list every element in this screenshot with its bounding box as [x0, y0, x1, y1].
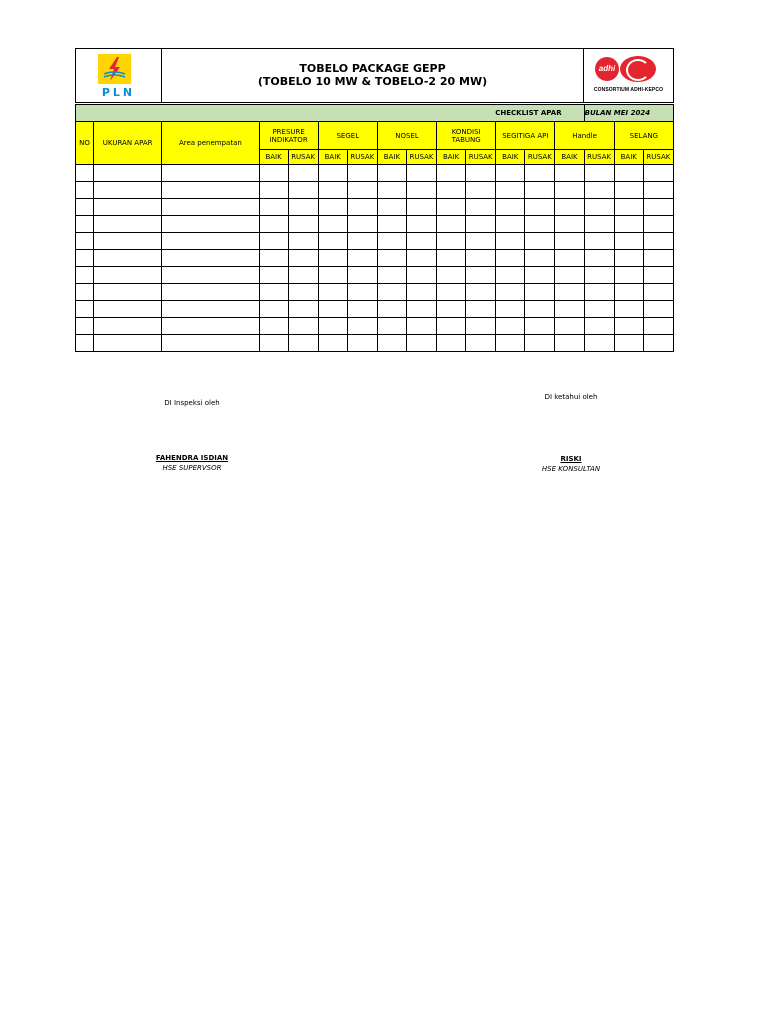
table-cell[interactable] — [555, 335, 584, 352]
table-cell[interactable] — [437, 216, 466, 233]
table-cell[interactable] — [643, 318, 673, 335]
table-cell[interactable] — [437, 284, 466, 301]
table-cell[interactable] — [94, 182, 162, 199]
table-cell[interactable] — [406, 182, 436, 199]
table-cell[interactable] — [525, 250, 555, 267]
signature-right — [519, 393, 623, 473]
table-cell[interactable] — [259, 182, 288, 199]
table-cell[interactable] — [466, 216, 496, 233]
table-cell[interactable] — [555, 199, 584, 216]
table-cell[interactable] — [525, 267, 555, 284]
table-row — [76, 318, 674, 335]
table-cell[interactable] — [94, 301, 162, 318]
table-cell[interactable] — [466, 199, 496, 216]
table-cell[interactable] — [555, 284, 584, 301]
table-cell[interactable] — [643, 199, 673, 216]
table-cell[interactable] — [525, 301, 555, 318]
signature-left-role: HSE SUPERVSOR — [162, 464, 222, 472]
table-cell[interactable] — [318, 250, 347, 267]
table-cell[interactable] — [94, 250, 162, 267]
table-cell[interactable] — [437, 335, 466, 352]
table-cell[interactable] — [406, 199, 436, 216]
table-cell[interactable] — [406, 284, 436, 301]
table-cell[interactable] — [555, 216, 584, 233]
table-cell[interactable] — [437, 165, 466, 182]
table-cell[interactable] — [377, 318, 406, 335]
adhi-logo-icon: adhi — [595, 57, 619, 81]
col-group-selang: SELANG — [614, 122, 673, 150]
table-cell[interactable] — [377, 267, 406, 284]
table-cell[interactable] — [259, 284, 288, 301]
table-cell[interactable] — [76, 182, 94, 199]
table-cell[interactable] — [377, 301, 406, 318]
table-row — [76, 250, 674, 267]
col-group-segitiga: SEGITIGA API — [496, 122, 555, 150]
col-group-kondisi: KONDISI TABUNG — [437, 122, 496, 150]
table-cell[interactable] — [347, 233, 377, 250]
col-rusak: RUSAK — [525, 150, 555, 165]
table-cell[interactable] — [643, 250, 673, 267]
table-cell[interactable] — [377, 335, 406, 352]
table-cell[interactable] — [318, 199, 347, 216]
table-cell[interactable] — [377, 233, 406, 250]
table-cell[interactable] — [643, 216, 673, 233]
table-cell[interactable] — [555, 267, 584, 284]
table-cell[interactable] — [437, 233, 466, 250]
table-cell[interactable] — [555, 318, 584, 335]
table-cell[interactable] — [584, 199, 614, 216]
table-cell[interactable] — [377, 284, 406, 301]
table-cell[interactable] — [76, 267, 94, 284]
table-cell[interactable] — [406, 301, 436, 318]
col-group-segel: SEGEL — [318, 122, 377, 150]
table-cell[interactable] — [94, 318, 162, 335]
table-cell[interactable] — [525, 318, 555, 335]
table-row — [76, 233, 674, 250]
table-cell[interactable] — [259, 216, 288, 233]
table-cell[interactable] — [584, 284, 614, 301]
table-cell[interactable] — [162, 284, 259, 301]
table-cell[interactable] — [614, 233, 643, 250]
table-cell[interactable] — [614, 199, 643, 216]
table-cell[interactable] — [347, 216, 377, 233]
table-cell[interactable] — [406, 216, 436, 233]
table-cell[interactable] — [288, 233, 318, 250]
table-cell[interactable] — [466, 335, 496, 352]
table-cell[interactable] — [259, 335, 288, 352]
table-cell[interactable] — [162, 267, 259, 284]
table-cell[interactable] — [318, 301, 347, 318]
col-rusak: RUSAK — [406, 150, 436, 165]
table-cell[interactable] — [466, 250, 496, 267]
table-cell[interactable] — [466, 165, 496, 182]
table-cell[interactable] — [259, 267, 288, 284]
table-cell[interactable] — [614, 267, 643, 284]
checklist-title: CHECKLIST APAR — [76, 105, 585, 122]
table-cell[interactable] — [437, 301, 466, 318]
table-cell[interactable] — [347, 165, 377, 182]
table-cell[interactable] — [555, 165, 584, 182]
table-cell[interactable] — [525, 335, 555, 352]
table-cell[interactable] — [162, 233, 259, 250]
col-rusak: RUSAK — [643, 150, 673, 165]
table-cell[interactable] — [614, 301, 643, 318]
table-cell[interactable] — [94, 335, 162, 352]
table-cell[interactable] — [406, 165, 436, 182]
table-cell[interactable] — [347, 267, 377, 284]
table-row — [76, 165, 674, 182]
table-cell[interactable] — [496, 216, 525, 233]
table-cell[interactable] — [466, 182, 496, 199]
table-cell[interactable] — [347, 301, 377, 318]
table-cell[interactable] — [288, 199, 318, 216]
table-cell[interactable] — [347, 250, 377, 267]
col-rusak: RUSAK — [466, 150, 496, 165]
table-cell[interactable] — [288, 165, 318, 182]
table-cell[interactable] — [162, 199, 259, 216]
table-cell[interactable] — [288, 216, 318, 233]
table-row — [76, 284, 674, 301]
table-cell[interactable] — [76, 301, 94, 318]
table-cell[interactable] — [94, 284, 162, 301]
table-cell[interactable] — [94, 165, 162, 182]
table-cell[interactable] — [288, 284, 318, 301]
title-line-1: TOBELO PACKAGE GEPP — [299, 62, 446, 75]
table-cell[interactable] — [162, 335, 259, 352]
table-cell[interactable] — [76, 318, 94, 335]
table-cell[interactable] — [525, 199, 555, 216]
table-cell[interactable] — [555, 182, 584, 199]
title-line-2: (TOBELO 10 MW & TOBELO-2 20 MW) — [257, 75, 488, 88]
table-cell[interactable] — [259, 165, 288, 182]
consortium-caption: CONSORTIUM ADHI-KEPCO — [593, 87, 664, 93]
col-baik: BAIK — [555, 150, 584, 165]
table-cell[interactable] — [437, 318, 466, 335]
signature-left-caption: DI Inspeksi oleh — [164, 399, 220, 407]
table-cell[interactable] — [555, 301, 584, 318]
table-cell[interactable] — [584, 165, 614, 182]
table-cell[interactable] — [406, 335, 436, 352]
table-cell[interactable] — [377, 182, 406, 199]
table-cell[interactable] — [466, 284, 496, 301]
checklist-title-row — [76, 105, 674, 122]
table-cell[interactable] — [496, 284, 525, 301]
table-cell[interactable] — [406, 233, 436, 250]
table-row — [76, 199, 674, 216]
col-baik: BAIK — [318, 150, 347, 165]
table-cell[interactable] — [525, 165, 555, 182]
col-group-presure: PRESURE INDIKATOR — [259, 122, 318, 150]
table-cell[interactable] — [347, 284, 377, 301]
table-cell[interactable] — [555, 250, 584, 267]
col-area: Area penempatan — [162, 122, 259, 165]
table-cell[interactable] — [76, 284, 94, 301]
table-cell[interactable] — [259, 301, 288, 318]
table-cell[interactable] — [318, 165, 347, 182]
table-cell[interactable] — [584, 216, 614, 233]
table-cell[interactable] — [377, 199, 406, 216]
table-cell[interactable] — [614, 216, 643, 233]
table-cell[interactable] — [555, 233, 584, 250]
table-cell[interactable] — [584, 250, 614, 267]
table-cell[interactable] — [162, 165, 259, 182]
table-row — [76, 216, 674, 233]
table-cell[interactable] — [466, 233, 496, 250]
table-cell[interactable] — [437, 250, 466, 267]
table-cell[interactable] — [94, 199, 162, 216]
table-cell[interactable] — [496, 335, 525, 352]
adhi-kepco-logo — [584, 49, 673, 102]
table-cell[interactable] — [318, 216, 347, 233]
signature-right-role: HSE KONSULTAN — [541, 465, 601, 473]
table-cell[interactable] — [76, 165, 94, 182]
col-rusak: RUSAK — [288, 150, 318, 165]
signature-left-name: FAHENDRA ISDIAN — [155, 454, 229, 462]
table-cell[interactable] — [162, 250, 259, 267]
document-title — [162, 49, 584, 102]
table-row — [76, 335, 674, 352]
table-cell[interactable] — [496, 165, 525, 182]
table-cell[interactable] — [288, 182, 318, 199]
table-cell[interactable] — [288, 267, 318, 284]
table-cell[interactable] — [584, 318, 614, 335]
table-cell[interactable] — [347, 199, 377, 216]
table-cell[interactable] — [584, 267, 614, 284]
table-cell[interactable] — [466, 267, 496, 284]
table-cell[interactable] — [162, 301, 259, 318]
col-rusak: RUSAK — [584, 150, 614, 165]
table-cell[interactable] — [318, 182, 347, 199]
table-cell[interactable] — [584, 182, 614, 199]
table-cell[interactable] — [643, 182, 673, 199]
table-cell[interactable] — [614, 318, 643, 335]
table-cell[interactable] — [496, 182, 525, 199]
table-cell[interactable] — [162, 216, 259, 233]
table-cell[interactable] — [584, 233, 614, 250]
table-row — [76, 267, 674, 284]
checklist-table — [75, 104, 674, 352]
pln-logo — [76, 49, 162, 102]
table-cell[interactable] — [318, 284, 347, 301]
table-cell[interactable] — [259, 250, 288, 267]
table-cell[interactable] — [347, 318, 377, 335]
table-cell[interactable] — [288, 250, 318, 267]
table-cell[interactable] — [643, 284, 673, 301]
table-cell[interactable] — [525, 233, 555, 250]
table-cell[interactable] — [318, 267, 347, 284]
col-baik: BAIK — [496, 150, 525, 165]
table-cell[interactable] — [496, 267, 525, 284]
table-cell[interactable] — [466, 301, 496, 318]
table-cell[interactable] — [614, 335, 643, 352]
col-baik: BAIK — [437, 150, 466, 165]
table-cell[interactable] — [377, 165, 406, 182]
table-row — [76, 301, 674, 318]
col-baik: BAIK — [377, 150, 406, 165]
col-rusak: RUSAK — [347, 150, 377, 165]
table-cell[interactable] — [437, 199, 466, 216]
checklist-period: BULAN MEI 2024 — [584, 105, 673, 122]
col-group-nosel: NOSEL — [377, 122, 436, 150]
table-cell[interactable] — [496, 318, 525, 335]
table-cell[interactable] — [525, 284, 555, 301]
table-cell[interactable] — [318, 233, 347, 250]
table-cell[interactable] — [347, 182, 377, 199]
header-row-1 — [76, 122, 674, 150]
table-cell[interactable] — [643, 301, 673, 318]
table-cell[interactable] — [437, 182, 466, 199]
table-cell[interactable] — [614, 165, 643, 182]
table-cell[interactable] — [318, 318, 347, 335]
table-cell[interactable] — [347, 335, 377, 352]
table-cell[interactable] — [94, 216, 162, 233]
table-cell[interactable] — [525, 182, 555, 199]
table-cell[interactable] — [406, 267, 436, 284]
table-cell[interactable] — [643, 267, 673, 284]
signature-right-caption: DI ketahui oleh — [544, 393, 598, 401]
table-cell[interactable] — [496, 233, 525, 250]
signature-right-name: RISKI — [560, 455, 582, 463]
table-cell[interactable] — [584, 335, 614, 352]
table-cell[interactable] — [437, 267, 466, 284]
table-cell[interactable] — [162, 318, 259, 335]
table-cell[interactable] — [94, 233, 162, 250]
table-cell[interactable] — [496, 250, 525, 267]
table-cell[interactable] — [496, 301, 525, 318]
table-cell[interactable] — [643, 165, 673, 182]
table-cell[interactable] — [406, 318, 436, 335]
col-no: NO — [76, 122, 94, 165]
table-cell[interactable] — [406, 250, 436, 267]
table-cell[interactable] — [643, 233, 673, 250]
table-cell[interactable] — [318, 335, 347, 352]
checklist-body — [76, 165, 674, 352]
table-cell[interactable] — [259, 233, 288, 250]
table-cell[interactable] — [76, 233, 94, 250]
table-cell[interactable] — [496, 199, 525, 216]
col-baik: BAIK — [259, 150, 288, 165]
table-cell[interactable] — [466, 318, 496, 335]
table-cell[interactable] — [76, 335, 94, 352]
table-row — [76, 182, 674, 199]
table-cell[interactable] — [584, 301, 614, 318]
table-cell[interactable] — [162, 182, 259, 199]
table-cell[interactable] — [614, 284, 643, 301]
signature-left — [140, 399, 244, 472]
col-group-handle: Handle — [555, 122, 614, 150]
table-cell[interactable] — [377, 250, 406, 267]
table-cell[interactable] — [76, 216, 94, 233]
table-cell[interactable] — [76, 250, 94, 267]
table-cell[interactable] — [76, 199, 94, 216]
pln-lightning-icon — [98, 54, 131, 84]
table-cell[interactable] — [259, 318, 288, 335]
table-cell[interactable] — [643, 335, 673, 352]
table-cell[interactable] — [288, 335, 318, 352]
kepco-logo-icon — [620, 56, 656, 82]
table-cell[interactable] — [288, 318, 318, 335]
table-cell[interactable] — [377, 216, 406, 233]
table-cell[interactable] — [525, 216, 555, 233]
pln-logo-text: PLN — [101, 86, 136, 99]
table-cell[interactable] — [614, 250, 643, 267]
col-baik: BAIK — [614, 150, 643, 165]
table-cell[interactable] — [614, 182, 643, 199]
table-cell[interactable] — [94, 267, 162, 284]
table-cell[interactable] — [288, 301, 318, 318]
document-header — [75, 48, 674, 103]
table-cell[interactable] — [259, 199, 288, 216]
col-ukuran-apar: UKURAN APAR — [94, 122, 162, 165]
